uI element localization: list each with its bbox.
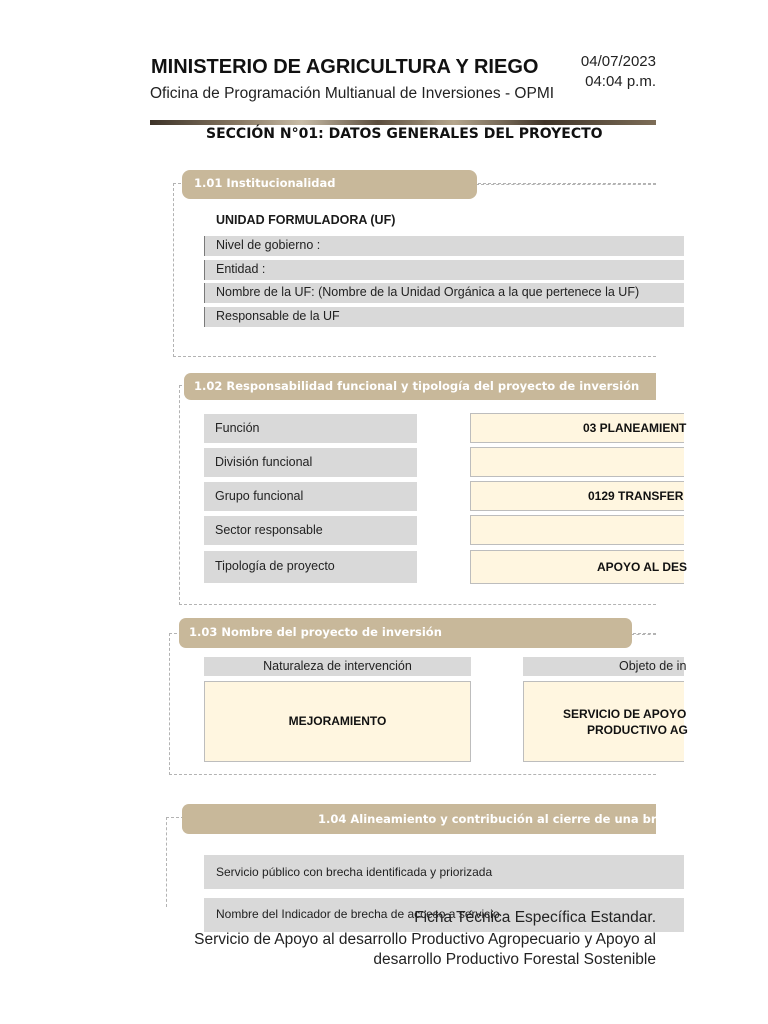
value-grupo-funcional-text: 0129 TRANSFER (588, 489, 684, 503)
section-101-top-rule (476, 184, 656, 185)
value-division-funcional (470, 447, 684, 477)
tab-101-institucionalidad (182, 170, 477, 199)
value-naturaleza-intervencion-text: MEJORAMIENTO (288, 714, 387, 728)
row-responsable-uf-label: Responsable de la UF (216, 309, 340, 323)
uf-heading: UNIDAD FORMULADORA (UF) (216, 213, 396, 227)
label-funcion-text: Función (215, 421, 260, 435)
tab-102-label: 1.02 Responsabilidad funcional y tipología del proyecto de inversión (194, 379, 640, 393)
row-entidad (204, 260, 684, 280)
footer-ficha-title: Ficha Técnica Específica Estandar. (414, 909, 656, 926)
label-tipologia-proyecto-text: Tipología de proyecto (215, 559, 335, 573)
value-sector-responsable (470, 515, 684, 545)
office-subtitle: Oficina de Programación Multianual de Inversiones - OPMI (150, 85, 555, 102)
tab-102-responsabilidad (184, 373, 656, 400)
label-division-funcional-text: División funcional (215, 455, 313, 469)
row-nivel-gobierno (204, 236, 684, 256)
ministry-title: MINISTERIO DE AGRICULTURA Y RIEGO (151, 56, 539, 78)
section-103-top-rule (631, 634, 656, 635)
tab-103-nombre-proyecto (179, 618, 632, 648)
print-time: 04:04 p.m. (585, 73, 656, 90)
section-104-frame (166, 817, 184, 907)
value-funcion (470, 413, 687, 443)
label-division-funcional (204, 448, 417, 477)
label-funcion (204, 414, 417, 443)
value-objeto-intervencion (523, 681, 688, 762)
header-objeto-intervencion (523, 657, 687, 676)
header-banner-rule (150, 120, 656, 125)
footer-service-line1: Servicio de Apoyo al desarrollo Productivo Agropecuario y Apoyo al (194, 931, 656, 948)
row-nivel-gobierno-label: Nivel de gobierno : (216, 238, 321, 252)
value-tipologia-proyecto-text: APOYO AL DES (597, 560, 688, 574)
value-tipologia-proyecto (470, 550, 688, 584)
value-objeto-line2: PRODUCTIVO AG (587, 723, 688, 737)
header-naturaleza-intervencion-text: Naturaleza de intervención (263, 659, 412, 673)
label-grupo-funcional (204, 482, 417, 511)
section-title: SECCIÓN N°01: DATOS GENERALES DEL PROYECTO (206, 126, 603, 142)
row-indicador-brecha-label: Nombre del Indicador de brecha de acceso a servicio (216, 907, 500, 921)
header-naturaleza-intervencion (204, 657, 471, 676)
value-objeto-line1: SERVICIO DE APOYO (563, 707, 687, 721)
footer-service-line2: desarrollo Productivo Forestal Sostenible (373, 951, 656, 968)
print-date: 04/07/2023 (580, 53, 656, 70)
row-servicio-publico-brecha-label: Servicio público con brecha identificada y priorizada (216, 865, 493, 879)
label-grupo-funcional-text: Grupo funcional (215, 489, 304, 503)
value-grupo-funcional (470, 481, 684, 511)
label-sector-responsable-text: Sector responsable (215, 523, 323, 537)
label-sector-responsable (204, 516, 417, 545)
row-responsable-uf (204, 307, 684, 327)
label-tipologia-proyecto (204, 551, 417, 583)
row-nombre-uf-label: Nombre de la UF: (Nombre de la Unidad Orgánica a la que pertenece la UF) (216, 285, 640, 299)
value-naturaleza-intervencion (204, 681, 471, 762)
value-funcion-text: 03 PLANEAMIENT (583, 421, 687, 435)
tab-103-label: 1.03 Nombre del proyecto de inversión (189, 625, 442, 639)
row-nombre-uf (204, 283, 684, 303)
tab-101-label: 1.01 Institucionalidad (194, 176, 336, 190)
row-servicio-publico-brecha (204, 855, 684, 889)
tab-104-alineamiento (182, 804, 705, 834)
header-objeto-intervencion-text: Objeto de in (619, 659, 687, 673)
row-entidad-label: Entidad : (216, 262, 266, 276)
tab-104-label: 1.04 Alineamiento y contribución al cierre de una brecha pr (318, 812, 705, 826)
